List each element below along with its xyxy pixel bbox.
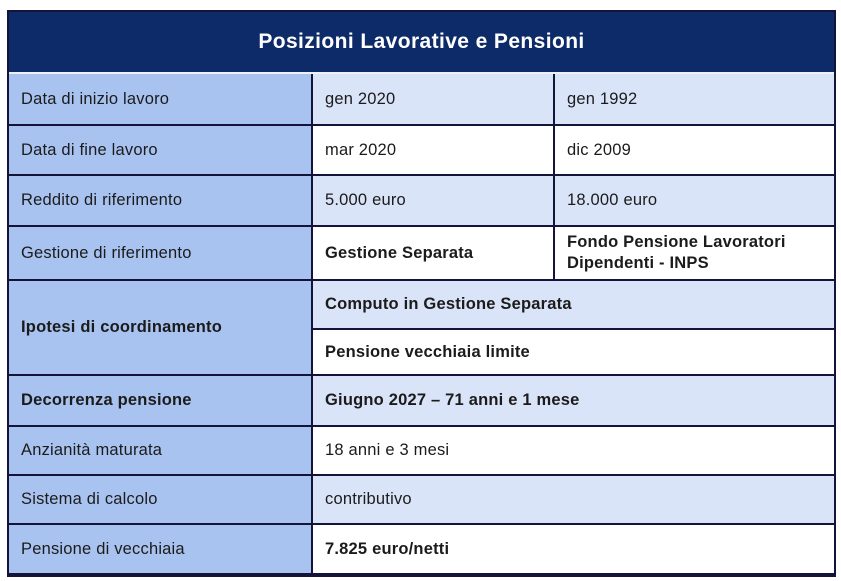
row-label-anzianita-maturata: Anzianità maturata <box>9 425 311 474</box>
row-value-gestione-col2: Fondo Pensione Lavoratori Dipendenti - INPS <box>553 225 834 279</box>
row-value-anzianita: 18 anni e 3 mesi <box>311 425 834 474</box>
row-label-decorrenza-pensione: Decorrenza pensione <box>9 374 311 425</box>
table-body <box>9 74 834 573</box>
row-label-sistema-calcolo: Sistema di calcolo <box>9 474 311 523</box>
row-value-inizio-col1: gen 2020 <box>311 74 553 124</box>
pension-results-table <box>7 10 836 577</box>
row-value-reddito-col1: 5.000 euro <box>311 174 553 225</box>
row-label-data-fine-lavoro: Data di fine lavoro <box>9 124 311 174</box>
row-value-reddito-col2: 18.000 euro <box>553 174 834 225</box>
table-title: Posizioni Lavorative e Pensioni <box>258 30 585 53</box>
row-value-pensione-vecchiaia: 7.825 euro/netti <box>311 523 834 573</box>
row-label-reddito-riferimento: Reddito di riferimento <box>9 174 311 225</box>
row-value-decorrenza: Giugno 2027 – 71 anni e 1 mese <box>311 374 834 425</box>
row-value-ipotesi-computo: Computo in Gestione Separata <box>311 279 834 328</box>
row-value-fine-col2: dic 2009 <box>553 124 834 174</box>
row-label-gestione-riferimento: Gestione di riferimento <box>9 225 311 279</box>
row-value-fine-col1: mar 2020 <box>311 124 553 174</box>
row-value-gestione-col1: Gestione Separata <box>311 225 553 279</box>
row-label-data-inizio-lavoro: Data di inizio lavoro <box>9 74 311 124</box>
row-label-ipotesi-coordinamento: Ipotesi di coordinamento <box>9 279 311 374</box>
row-value-sistema-calcolo: contributivo <box>311 474 834 523</box>
row-value-inizio-col2: gen 1992 <box>553 74 834 124</box>
row-label-pensione-vecchiaia: Pensione di vecchiaia <box>9 523 311 573</box>
table-header <box>9 12 834 74</box>
row-value-ipotesi-vecchiaia-limite: Pensione vecchiaia limite <box>311 328 834 374</box>
